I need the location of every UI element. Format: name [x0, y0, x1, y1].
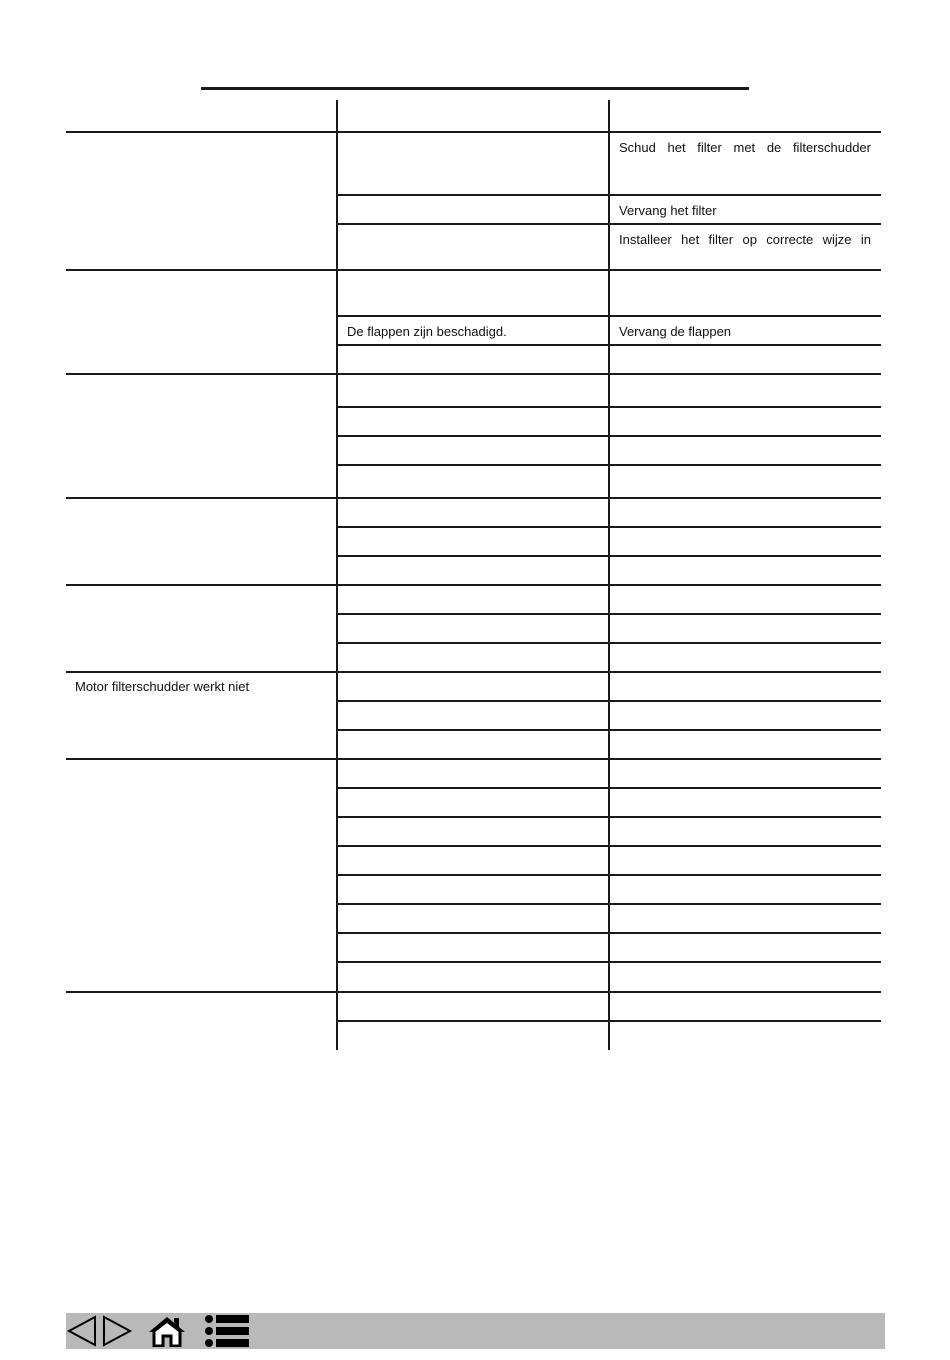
cause-flaps-damaged: De flappen zijn beschadigd. [347, 324, 507, 339]
table-row-separator [338, 344, 881, 346]
table-group-separator [66, 671, 881, 673]
title-rule [201, 87, 749, 90]
triangle-left-icon[interactable] [66, 1315, 98, 1347]
table-row-separator [338, 406, 881, 408]
solution-install-filter: Installeer het filter op correcte wijze in [619, 232, 871, 247]
table-row-separator [338, 526, 881, 528]
table-row-separator [338, 1020, 881, 1022]
table-group-separator [66, 758, 881, 760]
table-row-separator [338, 874, 881, 876]
solution-replace-flaps: Vervang de flappen [619, 324, 732, 339]
table-row-separator [338, 435, 881, 437]
table-row-separator [338, 223, 881, 225]
table-row-separator [338, 932, 881, 934]
table-group-separator [66, 269, 881, 271]
table-row-separator [338, 700, 881, 702]
table-row-separator [338, 787, 881, 789]
table-row-separator [338, 642, 881, 644]
table-row-separator [338, 194, 881, 196]
solution-replace-filter: Vervang het filter [619, 203, 717, 218]
table-row-separator [338, 729, 881, 731]
solution-shake-filter: Schud het filter met de filterschudder [619, 140, 871, 155]
home-icon[interactable] [147, 1315, 187, 1347]
table-group-separator [66, 584, 881, 586]
table-column-divider [336, 100, 338, 1050]
table-group-separator [66, 131, 881, 133]
table-group-separator [66, 373, 881, 375]
navigation-bar [66, 1313, 885, 1349]
table-row-separator [338, 816, 881, 818]
table-row-separator [338, 903, 881, 905]
table-row-separator [338, 555, 881, 557]
table-row-separator [338, 845, 881, 847]
table-group-separator [66, 497, 881, 499]
table-group-separator [66, 991, 881, 993]
table-row-separator [338, 961, 881, 963]
triangle-right-icon[interactable] [101, 1315, 133, 1347]
symptom-motor-filter-shaker: Motor filterschudder werkt niet [75, 679, 250, 694]
table-column-divider [608, 100, 610, 1050]
table-row-separator [338, 315, 881, 317]
table-row-separator [338, 613, 881, 615]
list-icon[interactable] [204, 1315, 250, 1347]
table-row-separator [338, 464, 881, 466]
